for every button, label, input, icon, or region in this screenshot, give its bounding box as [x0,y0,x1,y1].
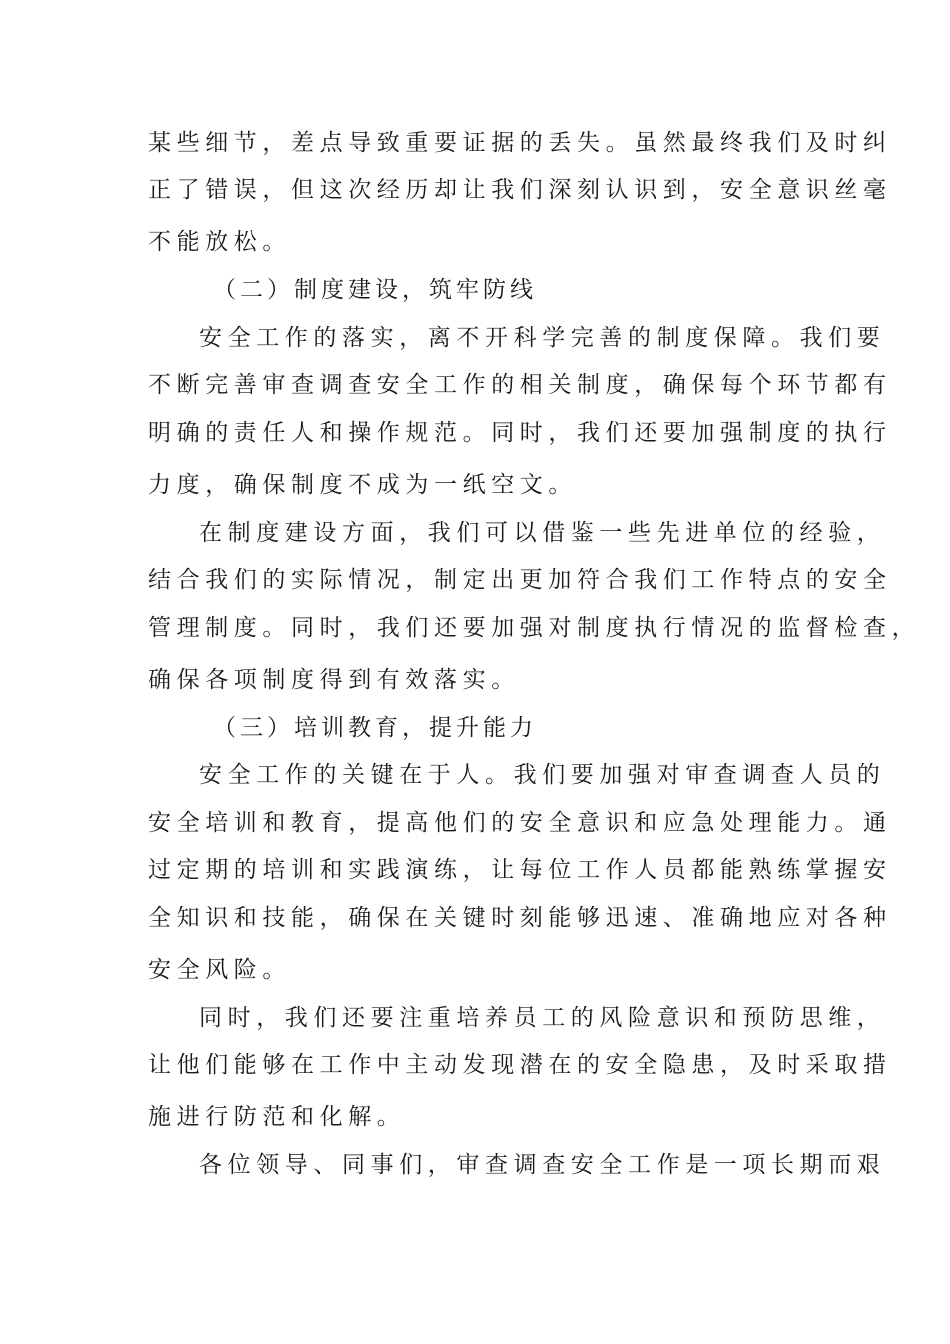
text-line: 各位领导、同事们，审查调查安全工作是一项长期而艰 [199,1152,886,1178]
text-line: 同时，我们还要注重培养员工的风险意识和预防思维， [199,1005,886,1031]
text-line: 不断完善审查调查安全工作的相关制度，确保每个环节都有 [148,372,892,398]
text-line: 力度，确保制度不成为一纸空文。 [148,472,577,498]
text-line: 某些细节，差点导致重要证据的丢失。虽然最终我们及时纠 [148,130,892,156]
text-line: 安全风险。 [148,957,291,983]
text-line: 管理制度。同时，我们还要加强对制度执行情况的监督检查， [148,615,921,641]
section-heading: （二）制度建设，筑牢防线 [213,277,537,303]
text-line: 确保各项制度得到有效落实。 [148,667,520,693]
text-line: 安全工作的关键在于人。我们要加强对审查调查人员的 [199,762,886,788]
text-line: 不能放松。 [148,229,291,255]
section-heading: （三）培训教育，提升能力 [213,715,537,741]
text-line: 正了错误，但这次经历却让我们深刻认识到，安全意识丝毫 [148,177,892,203]
text-line: 明确的责任人和操作规范。同时，我们还要加强制度的执行 [148,420,892,446]
text-line: 在制度建设方面，我们可以借鉴一些先进单位的经验， [199,520,886,546]
text-line: 过定期的培训和实践演练，让每位工作人员都能熟练掌握安 [148,857,892,883]
text-line: 安全培训和教育，提高他们的安全意识和应急处理能力。通 [148,810,892,836]
text-line: 全知识和技能，确保在关键时刻能够迅速、准确地应对各种 [148,905,892,931]
text-line: 让他们能够在工作中主动发现潜在的安全隐患，及时采取措 [148,1052,892,1078]
text-line: 结合我们的实际情况，制定出更加符合我们工作特点的安全 [148,567,892,593]
text-line: 施进行防范和化解。 [148,1104,406,1130]
text-line: 安全工作的落实，离不开科学完善的制度保障。我们要 [199,325,886,351]
